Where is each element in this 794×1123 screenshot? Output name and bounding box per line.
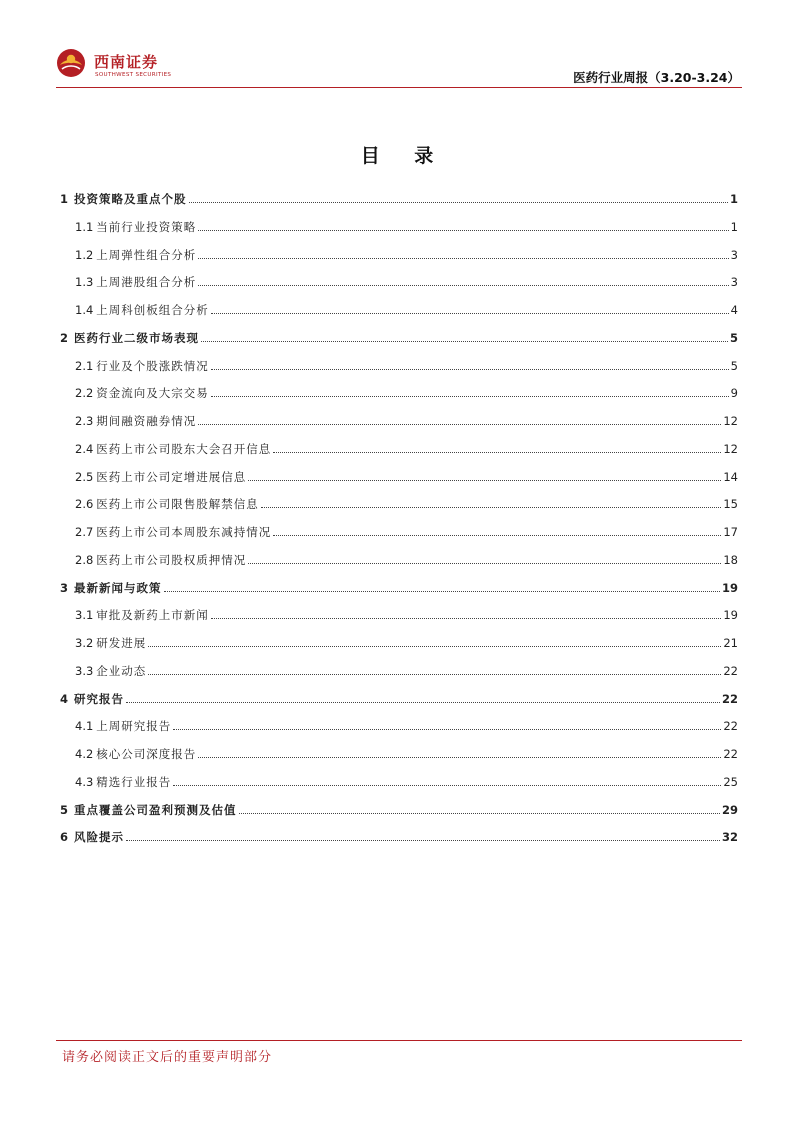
toc-entry-page: 14: [723, 469, 738, 484]
toc-entry-page: 3: [730, 275, 738, 290]
toc-dot-leader: [198, 257, 728, 259]
toc-entry-number: 2.7: [75, 525, 94, 539]
toc-subsection-entry[interactable]: [75, 769, 738, 789]
toc-dot-leader: [164, 590, 720, 592]
toc-subsection-entry[interactable]: [75, 269, 738, 289]
toc-entry-number: 2.4: [75, 441, 94, 456]
toc-entry-page: 1: [730, 219, 738, 234]
toc-entry-label: 上周港股组合分析: [96, 275, 197, 290]
toc-dot-leader: [148, 673, 721, 675]
toc-subsection-entry[interactable]: [75, 464, 738, 484]
toc-entry-label: 最新新闻与政策: [74, 580, 162, 595]
logo-text-cn: 西南证券: [94, 53, 159, 71]
toc-entry-number: 3.1: [75, 608, 94, 623]
toc-entry-number: 4.1: [75, 719, 94, 734]
toc-subsection-entry[interactable]: [75, 214, 738, 234]
toc-entry-page: 5: [729, 330, 738, 345]
toc-entry-label: 医药上市公司股东大会召开信息: [96, 441, 272, 456]
toc-dot-leader: [173, 728, 721, 730]
toc-subsection-entry[interactable]: [75, 491, 738, 511]
toc-entry-number: 4.2: [75, 747, 94, 761]
logo-text-en: SOUTHWEST SECURITIES: [95, 72, 172, 78]
toc-entry-number: 3.2: [75, 636, 94, 650]
toc-dot-leader: [248, 479, 721, 481]
toc-entry-number: 1.1: [75, 219, 94, 234]
toc-dot-leader: [211, 368, 729, 370]
toc-dot-leader: [126, 701, 720, 703]
toc-dot-leader: [211, 617, 722, 619]
toc-subsection-entry[interactable]: [75, 547, 738, 567]
toc-entry-number: 2.1: [75, 358, 94, 373]
toc-entry-page: 1: [729, 192, 738, 206]
toc-entry-label: 医药上市公司限售股解禁信息: [96, 497, 259, 512]
toc-dot-leader: [239, 812, 720, 814]
toc-entry-page: 29: [721, 802, 738, 817]
toc-entry-number: 2: [60, 330, 69, 345]
toc-entry-label: 行业及个股涨跌情况: [96, 358, 209, 373]
toc-entry-page: 4: [730, 303, 738, 317]
toc-entry-page: 22: [723, 747, 738, 761]
toc-entry-label: 审批及新药上市新闻: [96, 608, 209, 623]
toc-entry-label: 医药行业二级市场表现: [74, 330, 200, 345]
toc-dot-leader: [273, 451, 721, 453]
toc-entry-label: 医药上市公司本周股东减持情况: [96, 525, 272, 539]
toc-subsection-entry[interactable]: [75, 658, 738, 678]
toc-entry-label: 精选行业报告: [96, 774, 172, 789]
toc-entry-page: 21: [723, 636, 738, 650]
toc-subsection-entry[interactable]: [75, 713, 738, 733]
toc-entry-page: 19: [721, 580, 738, 595]
toc-entry-number: 1.3: [75, 275, 94, 290]
toc-section-entry[interactable]: [60, 575, 738, 595]
toc-entry-page: 22: [723, 663, 738, 678]
toc-section-entry[interactable]: [60, 186, 738, 206]
toc-entry-label: 企业动态: [96, 663, 147, 678]
report-title: 医药行业周报（3.20-3.24）: [573, 70, 740, 85]
toc-subsection-entry[interactable]: [75, 602, 738, 622]
toc-entry-number: 2.8: [75, 552, 94, 567]
toc-dot-leader: [189, 201, 728, 203]
toc-dot-leader: [198, 284, 728, 286]
footer-divider: [56, 1040, 742, 1041]
toc-dot-leader: [198, 423, 721, 425]
toc-dot-leader: [211, 395, 729, 397]
company-logo: [56, 48, 196, 88]
toc-subsection-entry[interactable]: [75, 297, 738, 317]
toc-entry-label: 重点覆盖公司盈利预测及估值: [74, 802, 237, 817]
toc-entry-number: 2.6: [75, 497, 94, 512]
header-divider: [56, 87, 742, 88]
toc-subsection-entry[interactable]: [75, 380, 738, 400]
toc-entry-page: 18: [723, 552, 738, 567]
toc-entry-number: 1.4: [75, 303, 94, 317]
toc-entry-number: 4.3: [75, 774, 94, 789]
toc-entry-number: 2.5: [75, 469, 94, 484]
toc-subsection-entry[interactable]: [75, 408, 738, 428]
toc-dot-leader: [261, 506, 722, 508]
toc-dot-leader: [148, 645, 721, 647]
toc-entry-page: 5: [730, 358, 738, 373]
toc-dot-leader: [173, 784, 721, 786]
toc-entry-page: 17: [723, 525, 738, 539]
toc-entry-label: 投资策略及重点个股: [74, 192, 187, 206]
toc-entry-number: 1: [60, 192, 69, 206]
toc-entry-label: 风险提示: [74, 830, 125, 845]
toc-section-entry[interactable]: [60, 686, 738, 706]
toc-entry-label: 上周研究报告: [96, 719, 172, 734]
logo-emblem-icon: [56, 48, 86, 78]
toc-entry-label: 研究报告: [74, 691, 125, 706]
toc-entry-page: 25: [723, 774, 738, 789]
toc-dot-leader: [198, 229, 728, 231]
toc-entry-number: 2.3: [75, 414, 94, 428]
toc-entry-number: 3.3: [75, 663, 94, 678]
toc-entry-number: 4: [60, 691, 69, 706]
toc-entry-label: 当前行业投资策略: [96, 219, 197, 234]
toc-dot-leader: [248, 562, 721, 564]
toc-entry-page: 9: [730, 386, 738, 401]
toc-entry-label: 上周弹性组合分析: [96, 247, 197, 262]
toc-section-entry[interactable]: [60, 797, 738, 817]
toc-dot-leader: [126, 839, 720, 841]
toc-dot-leader: [198, 756, 721, 758]
footer-disclaimer: 请务必阅读正文后的重要声明部分: [62, 1050, 273, 1065]
toc-entry-page: 22: [721, 691, 738, 706]
toc-section-entry[interactable]: [60, 824, 738, 844]
toc-subsection-entry[interactable]: [75, 242, 738, 262]
toc-section-entry[interactable]: [60, 325, 738, 345]
toc-dot-leader: [201, 340, 728, 342]
toc-entry-label: 医药上市公司股权质押情况: [96, 552, 247, 567]
toc-entry-number: 3: [60, 580, 69, 595]
toc-title: 目 录: [360, 145, 448, 167]
toc-entry-page: 3: [730, 247, 738, 262]
toc-subsection-entry[interactable]: [75, 741, 738, 761]
page-header: [56, 40, 742, 90]
toc-entry-page: 12: [723, 414, 738, 428]
toc-entry-label: 期间融资融券情况: [96, 414, 197, 428]
toc-entry-label: 上周科创板组合分析: [96, 303, 209, 317]
toc-entry-label: 资金流向及大宗交易: [96, 386, 209, 401]
toc-dot-leader: [273, 534, 721, 536]
toc-entry-page: 15: [723, 497, 738, 512]
toc-entry-label: 研发进展: [96, 636, 147, 650]
toc-subsection-entry[interactable]: [75, 519, 738, 539]
toc-subsection-entry[interactable]: [75, 353, 738, 373]
toc-entry-page: 12: [723, 441, 738, 456]
toc-entry-page: 32: [721, 830, 738, 845]
toc-subsection-entry[interactable]: [75, 630, 738, 650]
toc-entry-page: 19: [723, 608, 738, 623]
toc-entry-page: 22: [723, 719, 738, 734]
toc-entry-number: 1.2: [75, 247, 94, 262]
toc-subsection-entry[interactable]: [75, 436, 738, 456]
toc-entry-label: 医药上市公司定增进展信息: [96, 469, 247, 484]
toc-entry-number: 2.2: [75, 386, 94, 401]
toc-entry-label: 核心公司深度报告: [96, 747, 197, 761]
toc-dot-leader: [211, 312, 729, 314]
toc-entry-number: 5: [60, 802, 69, 817]
toc-entry-number: 6: [60, 830, 69, 845]
